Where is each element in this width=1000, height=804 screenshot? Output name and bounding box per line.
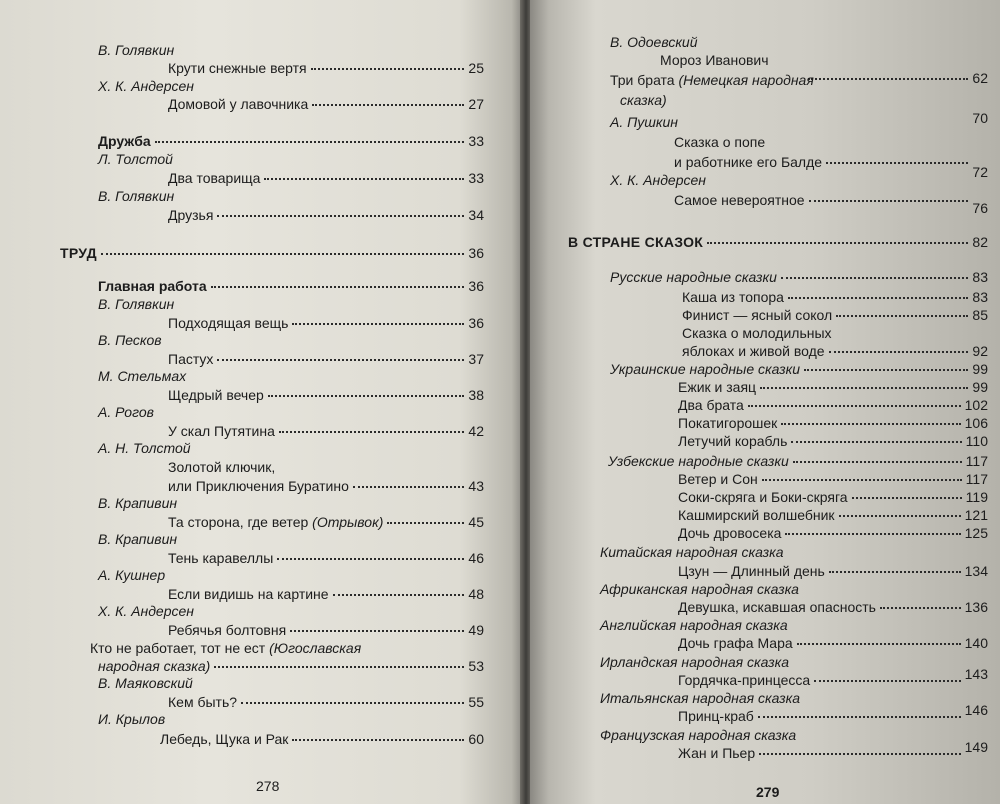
- toc-section-title: Украинские народные сказки: [610, 361, 801, 377]
- toc-entry: [678, 635, 988, 651]
- toc-leader: [760, 387, 968, 389]
- toc-entry-page: 121: [964, 507, 988, 523]
- toc-entry-page: 37: [468, 351, 484, 367]
- toc-entry: [678, 563, 988, 579]
- toc-entry: [168, 170, 484, 186]
- toc-entry-title: или Приключения Буратино: [168, 478, 349, 494]
- toc-entry: [168, 622, 484, 638]
- toc-entry-title: Друзья: [168, 207, 214, 223]
- toc-entry-page: 140: [964, 635, 988, 651]
- toc-author: А. Н. Толстой: [98, 440, 191, 456]
- toc-entry-title: Дочь дровосека: [678, 525, 782, 541]
- toc-entry: [804, 70, 988, 86]
- toc-entry-page: 60: [468, 731, 484, 747]
- page-number: 279: [756, 784, 780, 800]
- toc-entry: [168, 60, 484, 76]
- toc-entry-title: Принц-краб: [678, 708, 754, 724]
- toc-entry-title: Цзун — Длинный день: [678, 563, 825, 579]
- toc-section-title: Дружба: [98, 133, 151, 149]
- toc-entry: [160, 731, 484, 747]
- toc-entry-title: Ежик и заяц: [678, 379, 757, 395]
- toc-leader: [101, 253, 465, 255]
- toc-entry: [678, 471, 988, 487]
- toc-leader: [808, 78, 968, 80]
- toc-entry: [674, 154, 988, 180]
- toc-entry-page: 92: [972, 343, 988, 359]
- toc-leader: [880, 607, 961, 609]
- toc-entry-note: (Немецкая народная: [678, 72, 814, 88]
- toc-entry-page: 143: [964, 666, 988, 682]
- toc-entry-page: 119: [965, 489, 988, 505]
- toc-leader: [748, 405, 961, 407]
- toc-entry: [168, 694, 484, 710]
- toc-author: В. Крапивин: [98, 495, 178, 511]
- toc-entry-title: Ветер и Сон: [678, 471, 758, 487]
- toc-entry-page: 149: [964, 739, 988, 755]
- toc-entry: [168, 550, 484, 566]
- toc-entry-page: 99: [972, 361, 988, 377]
- toc-leader: [781, 423, 960, 425]
- toc-author: В. Голявкин: [98, 296, 175, 312]
- toc-entry-title: Летучий корабль: [678, 433, 788, 449]
- toc-entry-title: Кем быть?: [168, 694, 238, 710]
- toc-leader: [671, 100, 969, 102]
- toc-entry-page: 82: [972, 234, 988, 250]
- toc-entry: [678, 379, 988, 395]
- toc-entry-title: Каша из топора: [682, 289, 784, 305]
- toc-author: Французская народная сказка: [600, 727, 797, 743]
- toc-entry: [678, 397, 988, 413]
- toc-entry-title: Если видишь на картине: [168, 586, 329, 602]
- toc-entry: [678, 739, 988, 761]
- toc-entry-note: (Отрывок): [312, 514, 384, 530]
- toc-leader: [797, 643, 961, 645]
- toc-entry-title-line: Золотой ключик,: [168, 459, 276, 475]
- toc-entry-page: 102: [964, 397, 988, 413]
- toc-section: [610, 269, 988, 285]
- toc-entry-title: Девушка, искавшая опасность: [678, 599, 876, 615]
- toc-leader: [387, 522, 464, 524]
- toc-entry-note: (Югославская: [269, 640, 362, 656]
- toc-entry-title-line: Сказка о молодильных: [682, 325, 832, 341]
- toc-entry-page: 83: [972, 289, 988, 305]
- toc-author: Х. К. Андерсен: [98, 603, 194, 619]
- toc-leader: [217, 359, 464, 361]
- toc-chapter: [568, 234, 988, 250]
- toc-leader: [852, 497, 962, 499]
- page-number: 278: [256, 778, 280, 794]
- toc-entry-title: народная сказка): [98, 658, 211, 674]
- toc-author: И. Крылов: [98, 711, 166, 727]
- toc-leader: [814, 680, 960, 682]
- toc-entry-title: Гордячка-принцесса: [678, 672, 811, 688]
- toc-section: [98, 278, 484, 294]
- toc-entry: [678, 666, 988, 688]
- toc-leader: [762, 479, 962, 481]
- toc-entry-page: 46: [468, 550, 484, 566]
- toc-entry-page: 76: [972, 200, 988, 216]
- toc-section-title: Главная работа: [98, 278, 207, 294]
- toc-author: В. Песков: [98, 332, 162, 348]
- toc-entry: [98, 658, 484, 674]
- toc-author: Ирландская народная сказка: [600, 654, 790, 670]
- toc-entry: [678, 415, 988, 431]
- toc-entry-page: 125: [964, 525, 988, 541]
- toc-leader: [707, 242, 968, 244]
- toc-entry-page: 134: [964, 563, 988, 579]
- toc-entry: [168, 478, 484, 494]
- toc-entry-page: 106: [964, 415, 988, 431]
- toc-entry: [678, 702, 988, 724]
- toc-entry: [168, 514, 484, 530]
- right-page: [530, 0, 1000, 804]
- toc-leader: [264, 178, 464, 180]
- toc-entry-title: Лебедь, Щука и Рак: [160, 731, 289, 747]
- toc-entry: [678, 525, 988, 541]
- toc-author: Х. К. Андерсен: [610, 172, 706, 188]
- toc-leader: [279, 431, 465, 433]
- toc-leader: [214, 666, 464, 668]
- toc-chapter-title: В СТРАНЕ СКАЗОК: [568, 234, 704, 250]
- toc-author: В. Крапивин: [98, 531, 178, 547]
- toc-entry-page: 136: [964, 599, 988, 615]
- toc-entry: [678, 599, 988, 615]
- toc-entry-page: 25: [468, 60, 484, 76]
- toc-entry-title: Два товарища: [168, 170, 261, 186]
- toc-entry-page: 55: [468, 694, 484, 710]
- toc-author: В. Одоевский: [610, 34, 698, 50]
- toc-entry-title: Покатигорошек: [678, 415, 778, 431]
- toc-leader: [839, 515, 961, 517]
- toc-entry-page: 45: [468, 514, 484, 530]
- toc-author: Х. К. Андерсен: [98, 78, 194, 94]
- toc-entry-page: 117: [965, 471, 988, 487]
- toc-entry-title: Крути снежные вертя: [168, 60, 307, 76]
- toc-leader: [155, 141, 465, 143]
- toc-entry-page: 42: [468, 423, 484, 439]
- toc-leader: [758, 716, 961, 718]
- toc-leader: [277, 558, 464, 560]
- toc-leader: [292, 323, 464, 325]
- toc-author: В. Маяковский: [98, 675, 193, 691]
- toc-leader: [268, 395, 465, 397]
- toc-entry: [682, 343, 988, 359]
- toc-entry-title: Та сторона, где ветер (Отрывок): [168, 514, 384, 530]
- toc-entry: [168, 315, 484, 331]
- toc-leader: [290, 630, 464, 632]
- toc-author: А. Пушкин: [610, 114, 678, 130]
- toc-entry-page: 36: [468, 315, 484, 331]
- toc-entry-title: Соки-скряга и Боки-скряга: [678, 489, 848, 505]
- toc-entry: [168, 387, 484, 403]
- toc-entry-page: 85: [972, 307, 988, 323]
- toc-entry-title-line: Кто не работает, тот не ест (Югославская: [90, 640, 362, 656]
- toc-entry-title-line: Три брата (Немецкая народная: [610, 72, 814, 88]
- toc-leader: [241, 702, 464, 704]
- toc-entry-page: 53: [468, 658, 484, 674]
- toc-entry: [168, 96, 484, 112]
- toc-leader: [791, 441, 961, 443]
- toc-entry-title: Подходящая вещь: [168, 315, 289, 331]
- toc-leader: [788, 297, 968, 299]
- toc-entry-title: и работнике его Балде: [674, 154, 823, 170]
- toc-entry-page: 43: [468, 478, 484, 494]
- toc-leader: [353, 486, 465, 488]
- toc-entry-title: Ребячья болтовня: [168, 622, 287, 638]
- toc-chapter-title: ТРУД: [60, 245, 97, 261]
- toc-entry-title: Тень каравеллы: [168, 550, 274, 566]
- toc-entry-page: 34: [468, 207, 484, 223]
- toc-entry: [674, 192, 988, 216]
- toc-leader: [829, 351, 969, 353]
- toc-entry-page: 146: [964, 702, 988, 718]
- toc-section: [98, 133, 484, 149]
- toc-entry-title: сказка): [620, 92, 667, 108]
- toc-author: В. Голявкин: [98, 42, 175, 58]
- toc-entry-title: Пастух: [168, 351, 214, 367]
- toc-entry-title: Финист — ясный сокол: [682, 307, 833, 323]
- toc-leader: [829, 571, 961, 573]
- toc-entry-title: Два брата: [678, 397, 744, 413]
- toc-entry-page: 36: [468, 245, 484, 261]
- toc-leader: [292, 739, 464, 741]
- toc-entry-page: 49: [468, 622, 484, 638]
- toc-author: Л. Толстой: [98, 151, 173, 167]
- toc-author: Итальянская народная сказка: [600, 690, 801, 706]
- toc-entry-title-line: Мороз Иванович: [660, 52, 769, 68]
- toc-entry-page: 38: [468, 387, 484, 403]
- toc-leader: [793, 461, 962, 463]
- toc-author: Китайская народная сказка: [600, 544, 784, 560]
- toc-section-title: Русские народные сказки: [610, 269, 777, 285]
- toc-entry-title: Домовой у лавочника: [168, 96, 309, 112]
- toc-leader: [217, 215, 464, 217]
- toc-entry-page: 27: [468, 96, 484, 112]
- toc-entry-title: Самое невероятное: [674, 192, 805, 208]
- toc-leader: [312, 104, 464, 106]
- toc-entry-page: 36: [468, 278, 484, 294]
- toc-entry-page: 117: [965, 453, 988, 469]
- toc-section: [610, 361, 988, 377]
- toc-entry-title: яблоках и живой воде: [682, 343, 825, 359]
- toc-leader: [785, 533, 960, 535]
- toc-entry-page: 83: [972, 269, 988, 285]
- toc-entry-page: 33: [468, 170, 484, 186]
- toc-chapter: [60, 245, 484, 261]
- toc-author: В. Голявкин: [98, 188, 175, 204]
- toc-entry: [168, 351, 484, 367]
- toc-entry-title: Кашмирский волшебник: [678, 507, 835, 523]
- toc-entry: [678, 433, 988, 449]
- toc-author: А. Рогов: [98, 404, 154, 420]
- toc-entry-title: У скал Путятина: [168, 423, 275, 439]
- toc-author: М. Стельмах: [98, 368, 187, 384]
- toc-entry: [682, 289, 988, 305]
- toc-entry-title: Дочь графа Мара: [678, 635, 793, 651]
- toc-leader: [759, 753, 961, 755]
- toc-leader: [333, 594, 465, 596]
- toc-leader: [809, 200, 969, 202]
- toc-entry-page: 99: [972, 379, 988, 395]
- toc-author: А. Кушнер: [98, 567, 166, 583]
- toc-leader: [826, 162, 968, 164]
- toc-entry: [678, 489, 988, 505]
- toc-entry-page: 70: [972, 110, 988, 126]
- toc-leader: [804, 369, 968, 371]
- toc-entry-title: Щедрый вечер: [168, 387, 264, 403]
- toc-entry-page: 33: [468, 133, 484, 149]
- toc-entry-page: 62: [972, 70, 988, 86]
- toc-entry-page: 48: [468, 586, 484, 602]
- toc-entry-title: Жан и Пьер: [678, 745, 756, 761]
- toc-section: [608, 453, 988, 469]
- toc-author: Английская народная сказка: [600, 617, 788, 633]
- toc-leader: [311, 68, 465, 70]
- toc-entry: [678, 507, 988, 523]
- toc-entry: [682, 307, 988, 323]
- toc-entry-page: 72: [972, 164, 988, 180]
- toc-author: Африканская народная сказка: [600, 581, 799, 597]
- toc-leader: [781, 277, 969, 279]
- toc-entry: [168, 423, 484, 439]
- toc-entry: [168, 586, 484, 602]
- toc-section-title: Узбекские народные сказки: [608, 453, 789, 469]
- toc-leader: [211, 286, 465, 288]
- toc-entry: [168, 207, 484, 223]
- toc-leader: [836, 315, 968, 317]
- toc-entry-page: 110: [965, 433, 988, 449]
- toc-entry-title-line: Сказка о попе: [674, 134, 766, 150]
